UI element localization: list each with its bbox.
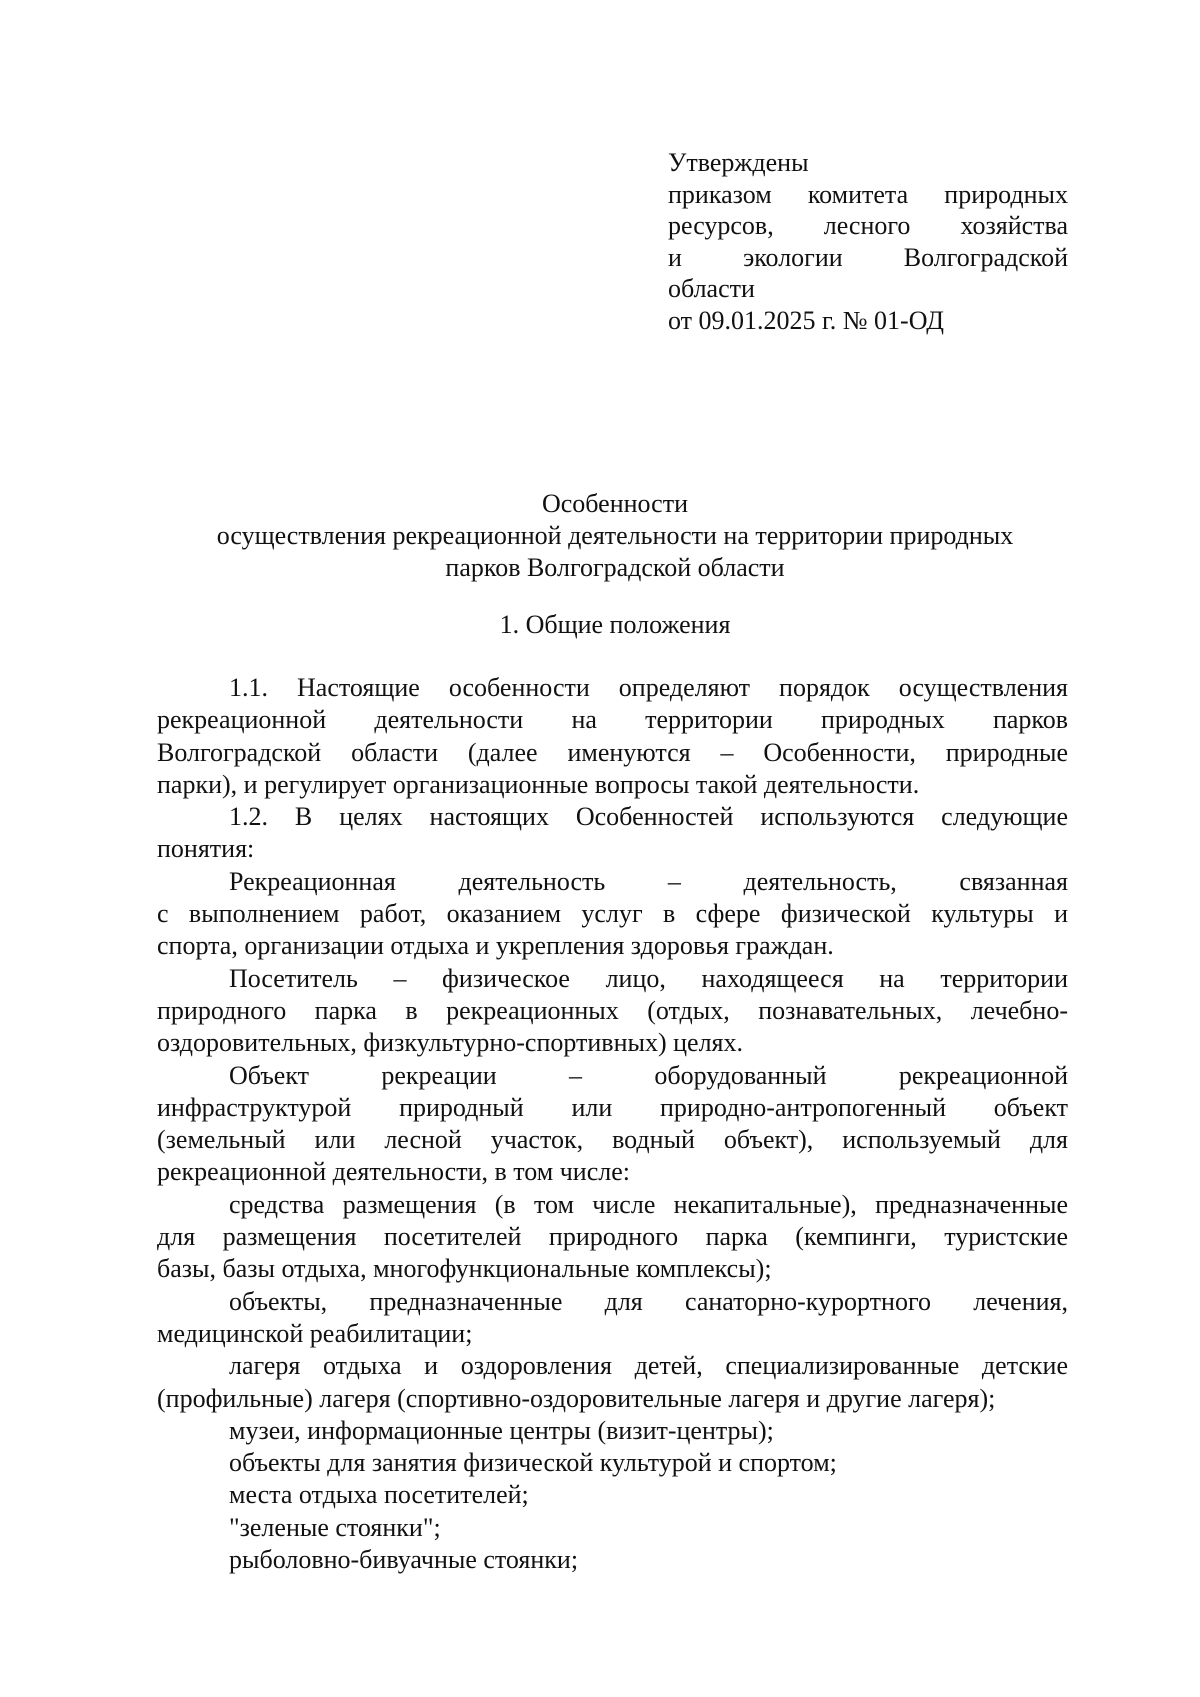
body-line: лагеря отдыха и оздоровления детей, специализированные детские [229,1351,1068,1381]
body-line: Посетитель – физическое лицо, находящееся на территории [229,963,1068,993]
body-line: рыболовно-бивуачные стоянки; [229,1545,579,1575]
body-line: медицинской реабилитации; [157,1318,473,1348]
approval-line: приказом комитета природных [668,179,1068,209]
body-line: места отдыха посетителей; [229,1480,529,1510]
body-line: (профильные) лагеря (спортивно-оздоровительные лагеря и другие лагеря); [157,1383,996,1413]
body-line: (земельный или лесной участок, водный объект), используемый для [157,1125,1068,1155]
body-line: объекты, предназначенные для санаторно-курортного лечения, [229,1286,1068,1316]
section-heading: 1. Общие положения [499,610,731,639]
body-line: 1.2. В целях настоящих Особенностей используются следующие [229,802,1068,832]
body-line: Объект рекреации – оборудованный рекреационной [229,1060,1068,1090]
body-line: Волгоградской области (далее именуются – Особенности, природные [157,737,1068,767]
approval-line: и экологии Волгоградской [668,242,1068,272]
approval-line: от 09.01.2025 г. № 01-ОД [668,305,944,335]
document-title [120,488,1110,584]
title-line: Особенности [541,489,689,518]
body-line: понятия: [157,834,255,864]
body-line: "зеленые стоянки"; [229,1512,441,1542]
approval-line: ресурсов, лесного хозяйства [668,211,1068,240]
approval-line: области [668,274,755,303]
body-line: 1.1. Настоящие особенности определяют порядок осуществления [229,673,1068,702]
body-line: Рекреационная деятельность – деятельность, связанная [229,866,1068,896]
body-line: природного парка в рекреационных (отдых, познавательных, лечебно- [157,995,1068,1025]
body-line: спорта, организации отдыха и укрепления здоровья граждан. [157,931,834,961]
body-line: базы, базы отдыха, многофункциональные комплексы); [157,1254,772,1284]
body-line: инфраструктурой природный или природно-антропогенный объект [157,1092,1068,1122]
body-line: рекреационной деятельности, в том числе: [157,1157,631,1187]
body-line: объекты для занятия физической культурой и спортом; [229,1448,837,1478]
body-line: средства размещения (в том числе некапитальные), предназначенные [229,1189,1068,1219]
body-line: для размещения посетителей природного парка (кемпинги, туристские [157,1222,1068,1252]
body-line: с выполнением работ, оказанием услуг в сфере физической культуры и [157,899,1068,929]
body-line: оздоровительных, физкультурно-спортивных) целях. [157,1028,744,1058]
title-line: парков Волгоградской области [445,553,785,582]
title-line: осуществления рекреационной деятельности на территории природных [216,521,1014,550]
approval-line: Утверждены [668,148,809,177]
approval-stamp [668,147,1068,336]
document-body [157,672,1068,1576]
body-line: рекреационной деятельности на территории природных парков [157,705,1068,735]
body-line: музеи, информационные центры (визит-центры); [229,1415,774,1445]
body-line: парки), и регулирует организационные вопросы такой деятельности. [157,769,920,799]
